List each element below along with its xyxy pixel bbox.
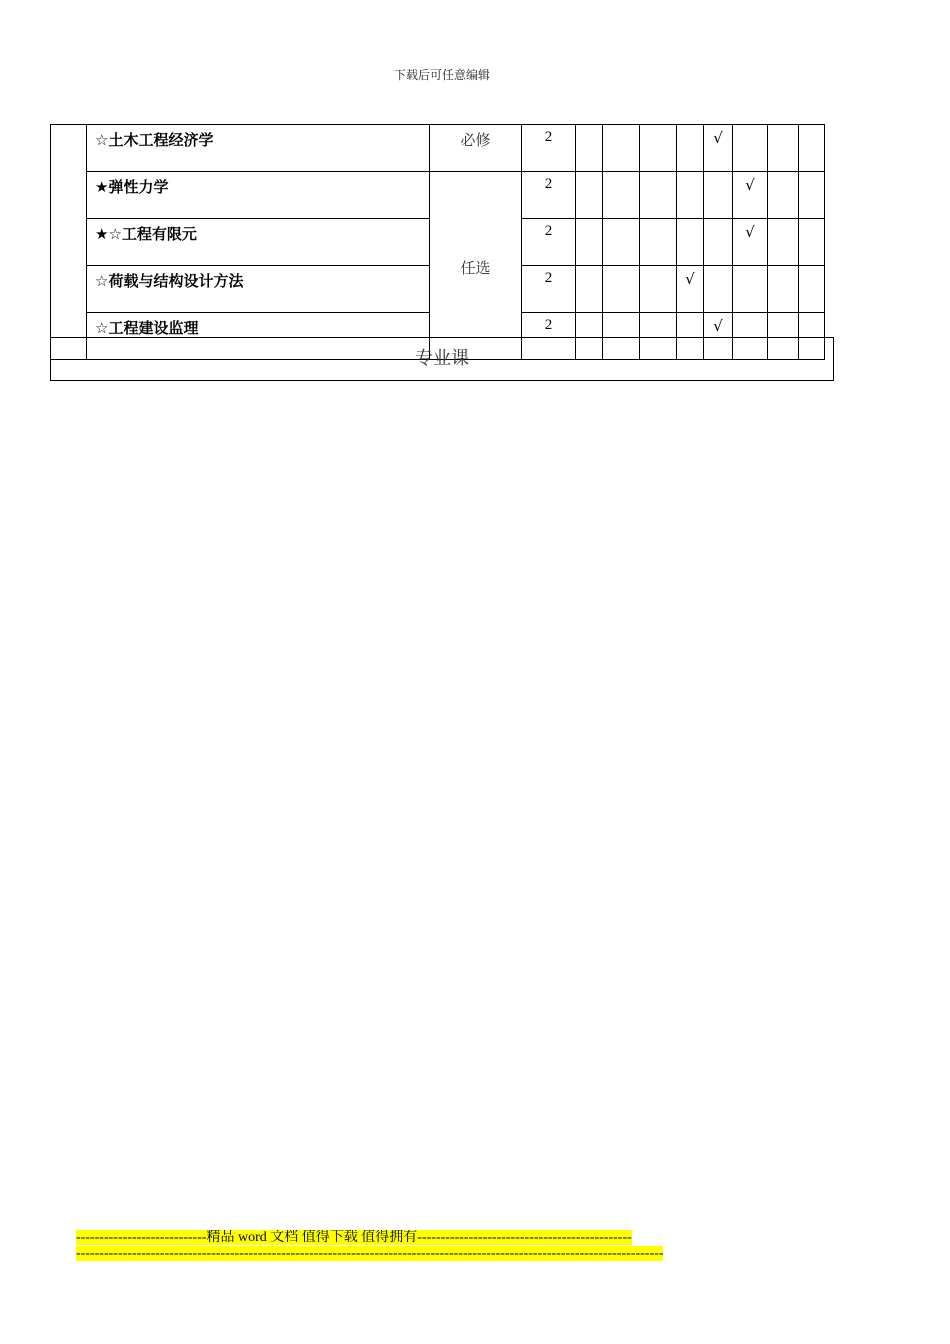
semester-cell-4 bbox=[677, 125, 704, 172]
semester-cell-7 bbox=[768, 125, 799, 172]
semester-cell-8 bbox=[799, 172, 825, 219]
promo-line-1 bbox=[76, 1230, 646, 1246]
semester-cell-2 bbox=[603, 172, 640, 219]
semester-cell-4 bbox=[677, 219, 704, 266]
semester-cell-8 bbox=[799, 219, 825, 266]
promo-text-1: ----------------------------精品 word 文档 值得下载 值得拥有---------------------------------------------- bbox=[76, 1230, 632, 1245]
semester-cell-3 bbox=[640, 219, 677, 266]
course-type-elective: 任选 bbox=[430, 172, 522, 360]
promo-text-2: ------------------------------------------------------------------------------------------------------------------------------ bbox=[76, 1246, 664, 1261]
semester-cell-5 bbox=[704, 219, 733, 266]
semester-cell-6: √ bbox=[733, 219, 768, 266]
course-credit: 2 bbox=[522, 266, 576, 313]
semester-cell-2 bbox=[603, 219, 640, 266]
table-row bbox=[51, 172, 825, 219]
semester-cell-3 bbox=[640, 266, 677, 313]
semester-cell-5 bbox=[704, 266, 733, 313]
semester-cell-2 bbox=[603, 125, 640, 172]
semester-cell-2 bbox=[603, 266, 640, 313]
semester-cell-7 bbox=[768, 266, 799, 313]
semester-cell-8 bbox=[799, 266, 825, 313]
semester-cell-1 bbox=[576, 125, 603, 172]
semester-cell-1 bbox=[576, 219, 603, 266]
category-footer-label: 专业课 bbox=[50, 337, 834, 381]
course-credit: 2 bbox=[522, 219, 576, 266]
semester-cell-6 bbox=[733, 266, 768, 313]
course-name: ☆荷载与结构设计方法 bbox=[87, 266, 430, 313]
semester-cell-4 bbox=[677, 172, 704, 219]
semester-cell-5: √ bbox=[704, 125, 733, 172]
course-name: ☆工程建设监理 bbox=[87, 313, 430, 360]
course-credit: 2 bbox=[522, 313, 576, 360]
semester-cell-3 bbox=[640, 125, 677, 172]
table-row bbox=[51, 125, 825, 172]
semester-cell-4: √ bbox=[677, 266, 704, 313]
semester-cell-3 bbox=[640, 172, 677, 219]
course-name: ★☆工程有限元 bbox=[87, 219, 430, 266]
page-header: 下载后可任意编辑 bbox=[393, 68, 490, 82]
course-table bbox=[50, 124, 825, 360]
course-credit: 2 bbox=[522, 172, 576, 219]
semester-cell-7 bbox=[768, 172, 799, 219]
semester-cell-1 bbox=[576, 172, 603, 219]
semester-cell-6: √ bbox=[733, 172, 768, 219]
promo-line-2 bbox=[76, 1246, 676, 1262]
semester-cell-6 bbox=[733, 125, 768, 172]
category-cell bbox=[51, 125, 87, 360]
course-type: 必修 bbox=[430, 125, 522, 172]
semester-cell-8 bbox=[799, 125, 825, 172]
course-name: ☆土木工程经济学 bbox=[87, 125, 430, 172]
semester-cell-5 bbox=[704, 172, 733, 219]
semester-cell-1 bbox=[576, 266, 603, 313]
semester-cell-7 bbox=[768, 219, 799, 266]
course-name: ★弹性力学 bbox=[87, 172, 430, 219]
semester-cell-5: √ bbox=[704, 313, 733, 360]
course-credit: 2 bbox=[522, 125, 576, 172]
